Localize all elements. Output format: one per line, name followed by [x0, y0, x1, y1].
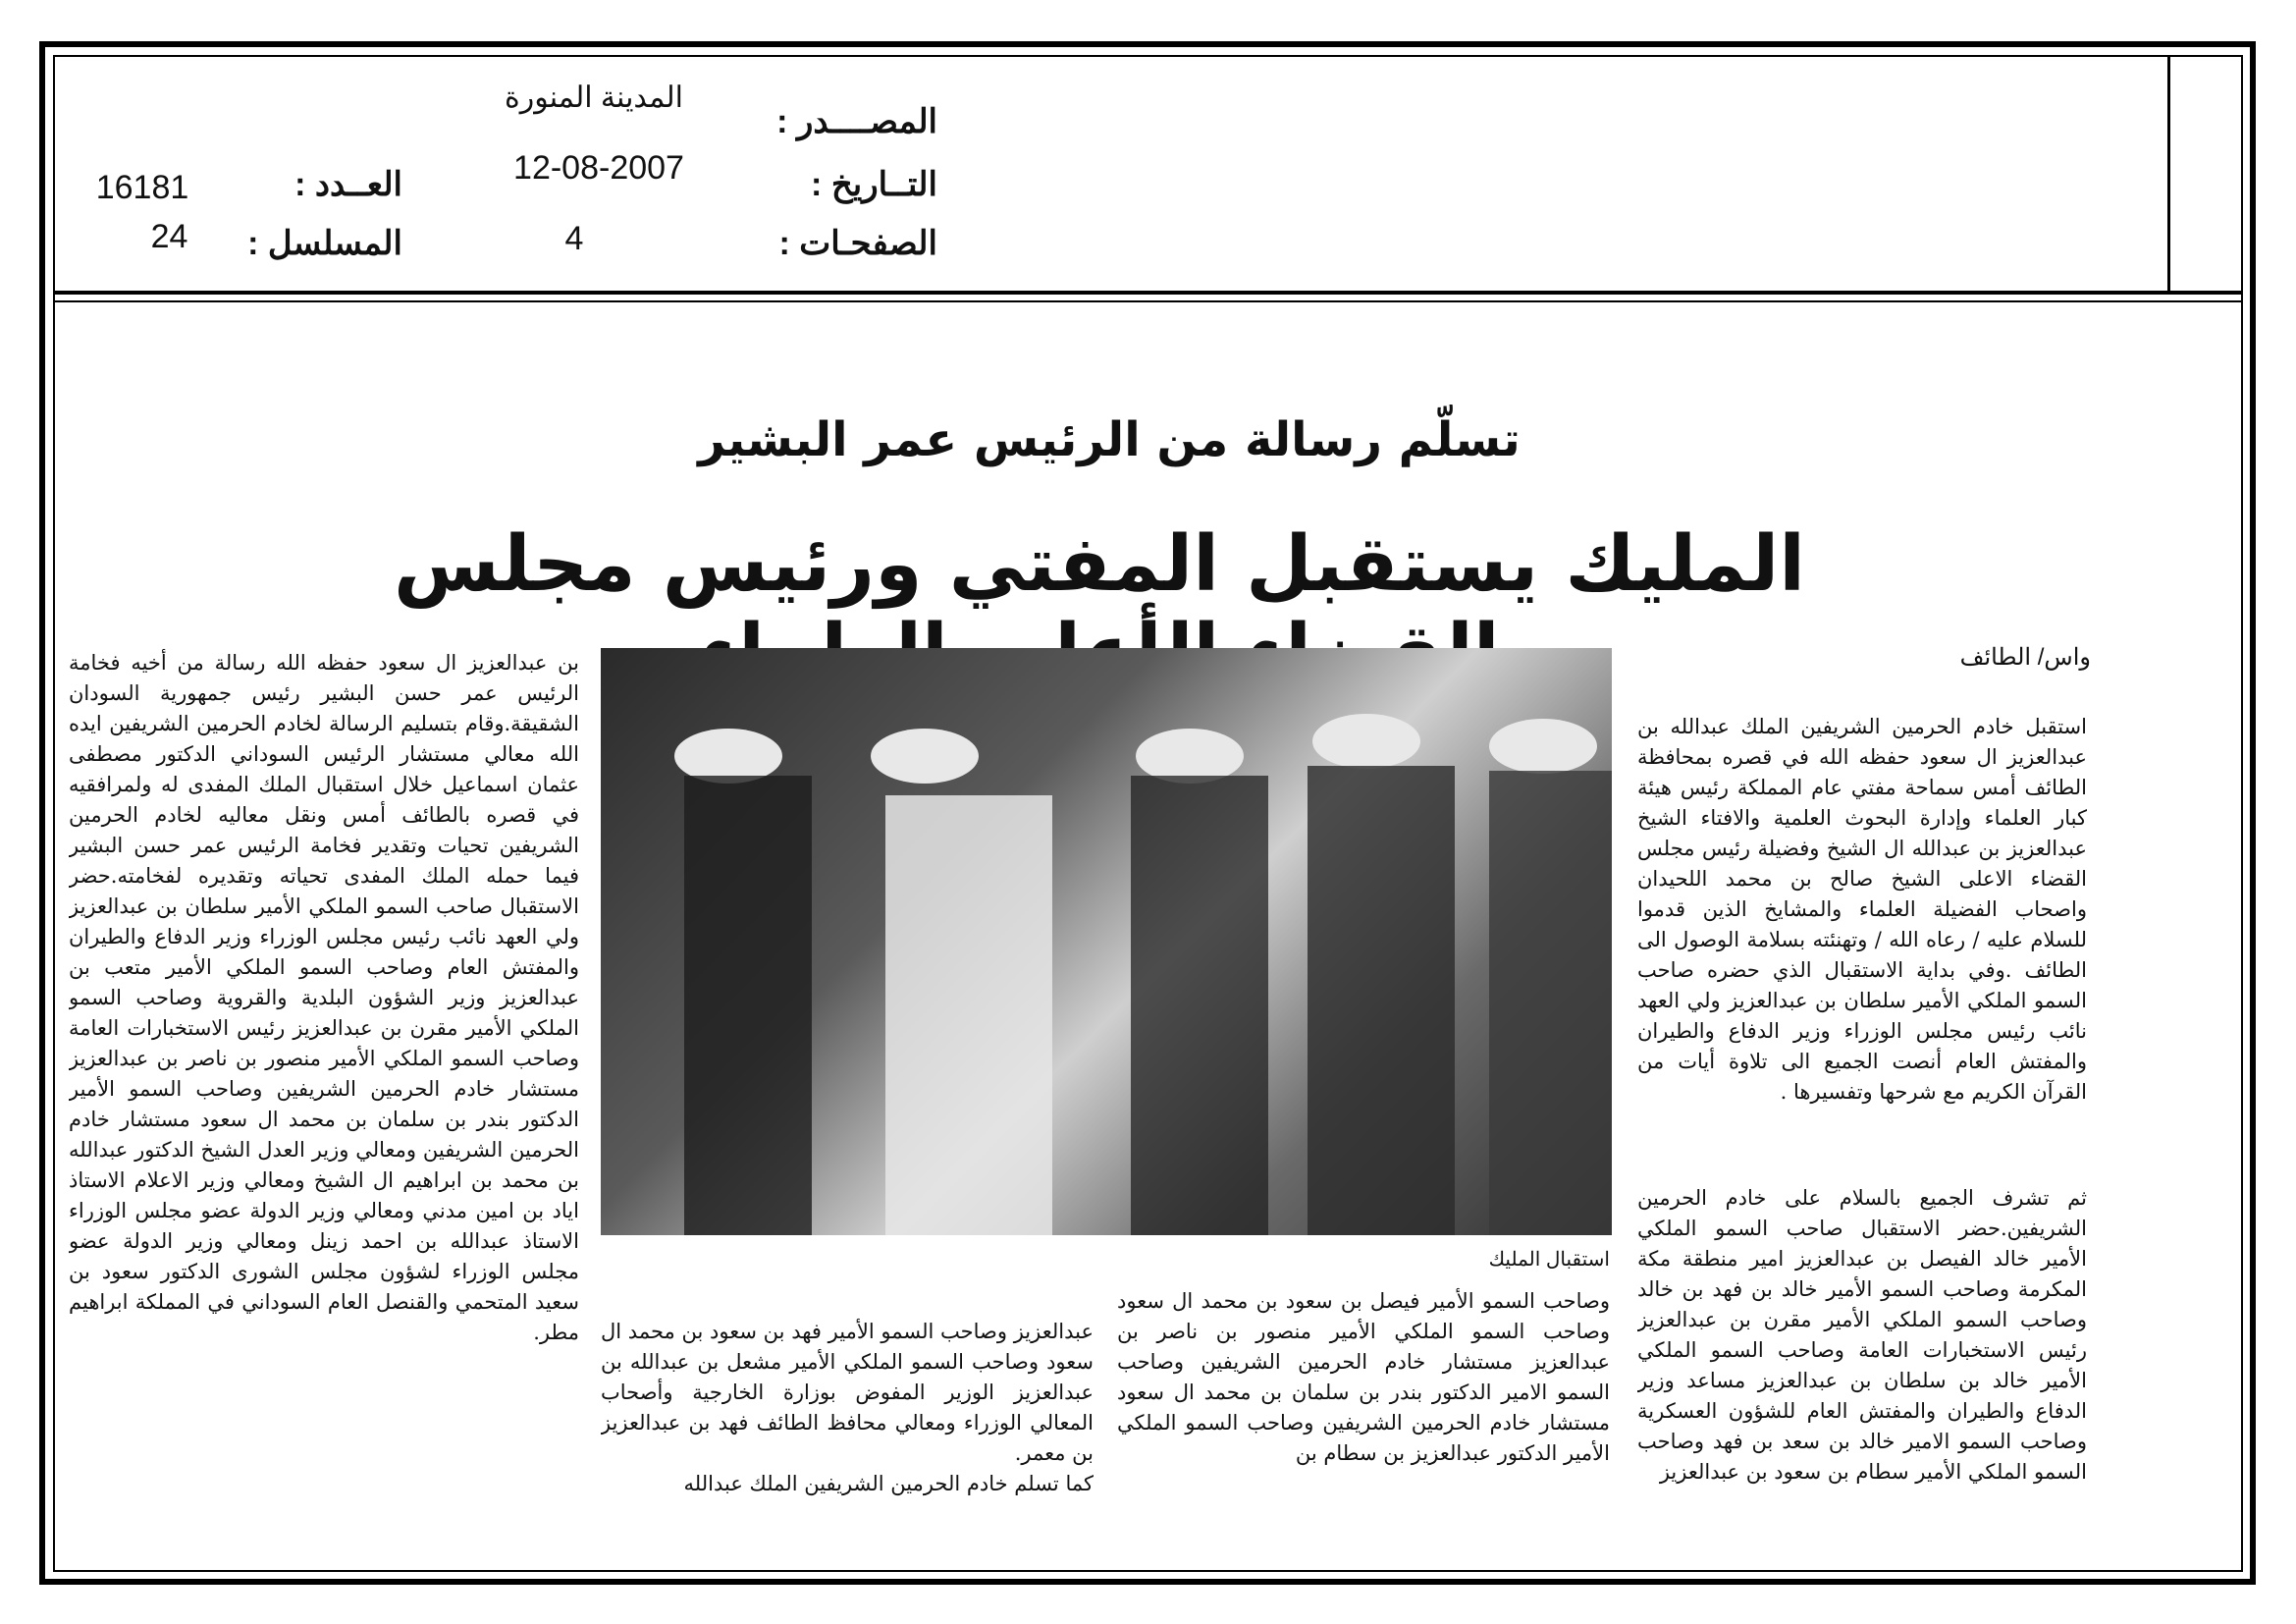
photo-figures-icon	[601, 648, 1612, 1235]
article-photo	[601, 648, 1612, 1235]
issue-label: العــدد :	[294, 166, 402, 203]
date-label: التــاريخ :	[811, 166, 937, 203]
header-divider-thin	[53, 300, 2243, 302]
serial-value: 24	[150, 218, 188, 255]
paragraph: وصاحب السمو الأمير فيصل بن سعود بن محمد ال سعود وصاحب السمو الملكي الأمير منصور بن ناصر بن عبدالعزيز مستشار خادم الحرمين الشريفين وصاحب السمو الامير الدكتور بندر بن سلمان بن محمد ال سعود مستشار خادم الحرمين الشريفين وصاحب السمو الملكي الأمير الدكتور عبدالعزيز بن سطام بن	[1117, 1289, 1610, 1465]
column-left	[69, 648, 579, 1542]
subheadline: تسلّم رسالة من الرئيس عمر البشير	[698, 412, 1521, 467]
source-value: المدينة المنورة	[505, 81, 683, 114]
date-value: 12-08-2007	[513, 149, 684, 187]
paragraph: ثم تشرف الجميع بالسلام على خادم الحرمين الشريفين.حضر الاستقبال صاحب السمو الملكي الأمير خالد الفيصل بن عبدالعزيز امير منطقة مكة المكرمة وصاحب السمو الأمير خالد بن فهد بن خالد وصاحب السمو الملكي الأمير مقرن بن عبدالعزيز رئيس الاستخبارات العامة وصاحب السمو الملكي الأمير خالد بن سلطان بن عبدالعزيز مساعد وزير الدفاع والطيران والمفتش العام للشؤون العسكرية وصاحب السمو الامير خالد بن سعد بن فهد وصاحب السمو الملكي الأمير سطام بن سعود بن عبدالعزيز	[1637, 1186, 2087, 1484]
paragraph: استقبل خادم الحرمين الشريفين الملك عبدالله بن عبدالعزيز ال سعود حفظه الله في قصره بمحافظة الطائف أمس سماحة مفتي عام المملكة رئيس هيئة كبار العلماء وإدارة البحوث العلمية والافتاء الشيخ عبدالعزيز بن عبدالله ال الشيخ وفضيلة رئيس مجلس القضاء الاعلى الشيخ صالح بن محمد اللحيدان واصحاب الفضيلة العلماء والمشايخ الذين قدموا للسلام عليه / رعاه الله / وتهنئته بسلامة الوصول الى الطائف .وفي بداية الاستقبال الذي حضره صاحب السمو الملكي الأمير سلطان بن عبدالعزيز ولي العهد نائب رئيس مجلس الوزراء وزير الدفاع والطيران والمفتش العام أنصت الجميع الى تلاوة أيات من القرآن الكريم مع شرحها وتفسيرها .	[1637, 715, 2087, 1104]
byline: واس/ الطائف	[1959, 644, 2091, 671]
column-right-bottom	[1637, 1183, 2087, 1537]
pages-label: الصفحـات :	[778, 225, 937, 262]
paragraph: عبدالعزيز وصاحب السمو الأمير فهد بن سعود بن محمد ال سعود وصاحب السمو الملكي الأمير مشعل بن عبدالله بن عبدالعزيز الوزير المفوض بوزارة الخارجية وأصحاب المعالي الوزراء ومعالي محافظ الطائف فهد بن عبدالعزيز بن معمر. كما تسلم خادم الحرمين الشريفين الملك عبدالله	[601, 1320, 1094, 1495]
serial-label: المسلسل :	[247, 225, 402, 262]
source-label: المصــــدر :	[776, 103, 937, 140]
issue-value: 16181	[95, 169, 189, 206]
headline: المليك يستقبل المفتي ورئيس مجلس	[394, 520, 1805, 609]
header-side-rule	[2167, 55, 2170, 291]
photo-caption: استقبال المليك	[1488, 1249, 1610, 1271]
paragraph: بن عبدالعزيز ال سعود حفظه الله رسالة من أخيه فخامة الرئيس عمر حسن البشير رئيس جمهورية السودان الشقيقة.وقام بتسليم الرسالة لخادم الحرمين الشريفين ايده الله معالي مستشار الرئيس السوداني الدكتور مصطفى عثمان اسماعيل خلال استقبال الملك المفدى له ولمرافقيه في قصره بالطائف أمس ونقل معاليه لخادم الحرمين الشريفين تحيات وتقدير فخامة الرئيس عمر حسن البشير فيما حمله الملك المفدى تحياته وتقديره لفخامته.حضر الاستقبال صاحب السمو الملكي الأمير سلطان بن عبدالعزيز ولي العهد نائب رئيس مجلس الوزراء وزير الدفاع والطيران والمفتش العام وصاحب السمو الملكي الأمير متعب بن عبدالعزيز وزير الشؤون البلدية والقروية وصاحب السمو الملكي الأمير مقرن بن عبدالعزيز رئيس الاستخبارات العامة وصاحب السمو الملكي الأمير منصور بن ناصر بن عبدالعزيز مستشار خادم الحرمين الشريفين وصاحب السمو الأمير الدكتور بندر بن سلمان بن محمد ال سعود مستشار خادم الحرمين الشريفين ومعالي وزير العدل الشيخ الدكتور عبدالله بن محمد بن ابراهيم ال الشيخ ومعالي وزير الاعلام الاستاذ اياد بن امين مدني ومعالي وزير الدولة عضو مجلس الوزراء الاستاذ عبدالله بن احمد زينل ومعالي وزير الدولة عضو مجلس الوزراء لشؤون مجلس الشورى الدكتور سعود بن سعيد المتحمي والقنصل العام السوداني في المملكة ابراهيم مطر.	[69, 651, 579, 1344]
column-right-top	[1637, 712, 2087, 1171]
column-middle-right	[1117, 1286, 1610, 1542]
column-middle-left	[601, 1286, 1094, 1542]
header-divider	[53, 291, 2243, 295]
pages-value: 4	[564, 220, 584, 257]
